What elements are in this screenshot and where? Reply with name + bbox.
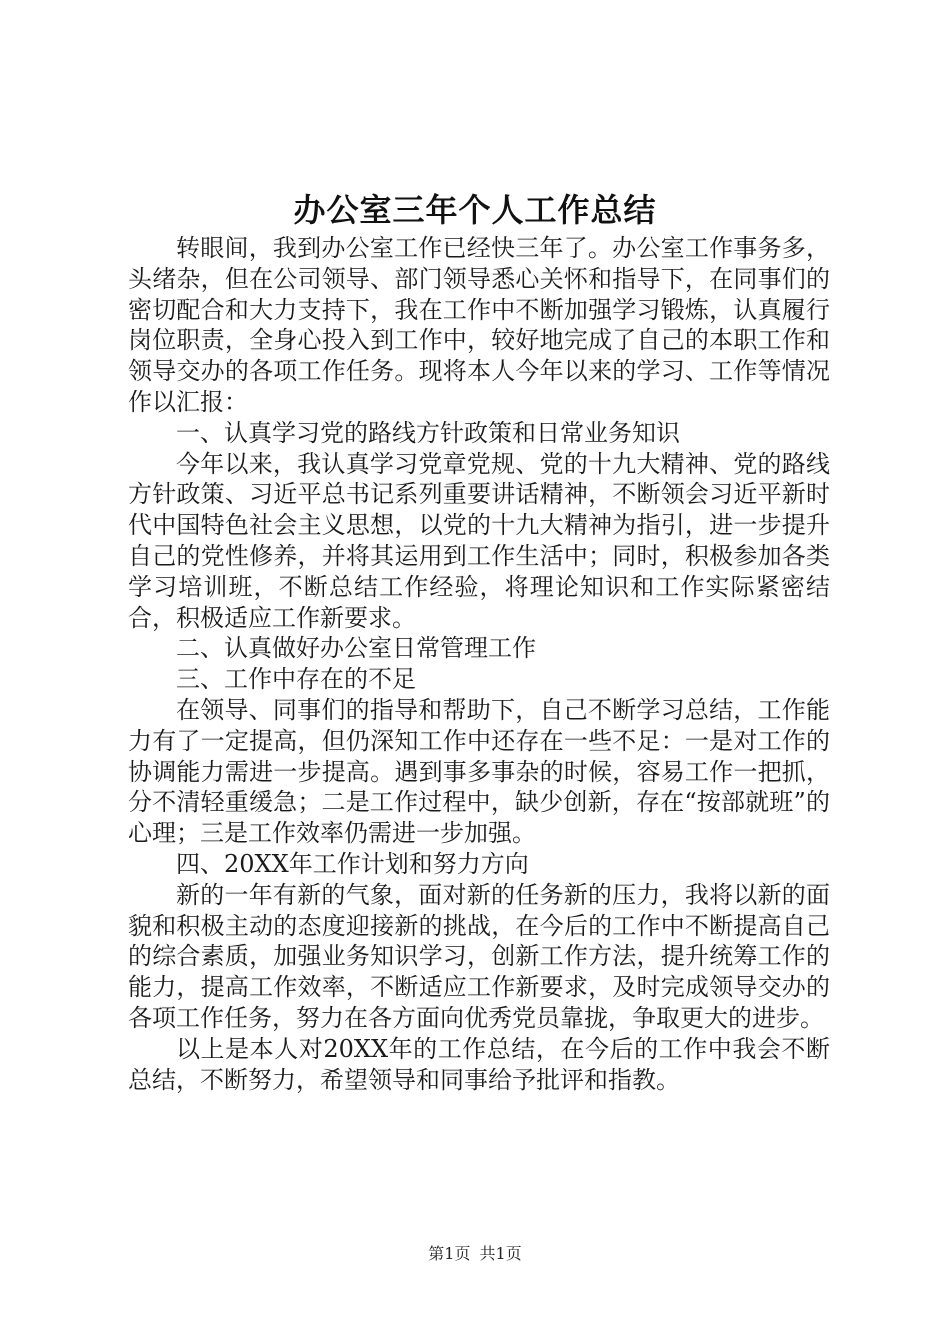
paragraph-conclusion: 以上是本人对20XX年的工作总结，在今后的工作中我会不断总结，不断努力，希望领导和同事给予批评和指教。 (128, 1034, 830, 1094)
paragraph-intro: 转眼间，我到办公室工作已经快三年了。办公室工作事务多，头绪杂，但在公司领导、部门领导悉心关怀和指导下，在同事们的密切配合和大力支持下，我在工作中不断加强学习锻炼，认真履行岗位职责，全身心投入到工作中，较好地完成了自己的本职工作和领导交办的各项工作任务。现将本人今年以来的学习、工作等情况作以汇报： (128, 234, 830, 416)
document-body (128, 233, 830, 1095)
page-footer (0, 1243, 950, 1265)
page-number: 第1页 (428, 1244, 471, 1263)
section-heading-3: 三、工作中存在的不足 (176, 665, 416, 694)
paragraph-shortcomings: 在领导、同事们的指导和帮助下，自己不断学习总结，工作能力有了一定提高，但仍深知工作中还存在一些不足：一是对工作的协调能力需进一步提高。遇到事多事杂的时候，容易工作一把抓，分不清轻重缓急；二是工作过程中，缺少创新，存在“按部就班”的心理；三是工作效率仍需进一步加强。 (128, 695, 830, 848)
section-heading-2: 二、认真做好办公室日常管理工作 (176, 634, 536, 663)
paragraph-plan: 新的一年有新的气象，面对新的任务新的压力，我将以新的面貌和积极主动的态度迎接新的挑战，在今后的工作中不断提高自己的综合素质，加强业务知识学习，创新工作方法，提升统筹工作的能力，提高工作效率，不断适应工作新要求，及时完成领导交办的各项工作任务，努力在各方面向优秀党员靠拢，争取更大的进步。 (128, 880, 830, 1032)
document-title: 办公室三年个人工作总结 (293, 191, 657, 229)
page-total: 共1页 (479, 1244, 522, 1263)
paragraph-study: 今年以来，我认真学习党章党规、党的十九大精神、党的路线方针政策、习近平总书记系列重要讲话精神，不断领会习近平新时代中国特色社会主义思想，以党的十九大精神为指引，进一步提升自己的党性修养，并将其运用到工作生活中；同时，积极参加各类学习培训班，不断总结工作经验，将理论知识和工作实际紧密结合，积极适应工作新要求。 (128, 449, 830, 632)
section-heading-1: 一、认真学习党的路线方针政策和日常业务知识 (176, 418, 680, 447)
section-heading-4: 四、20XX年工作计划和努力方向 (176, 849, 529, 878)
